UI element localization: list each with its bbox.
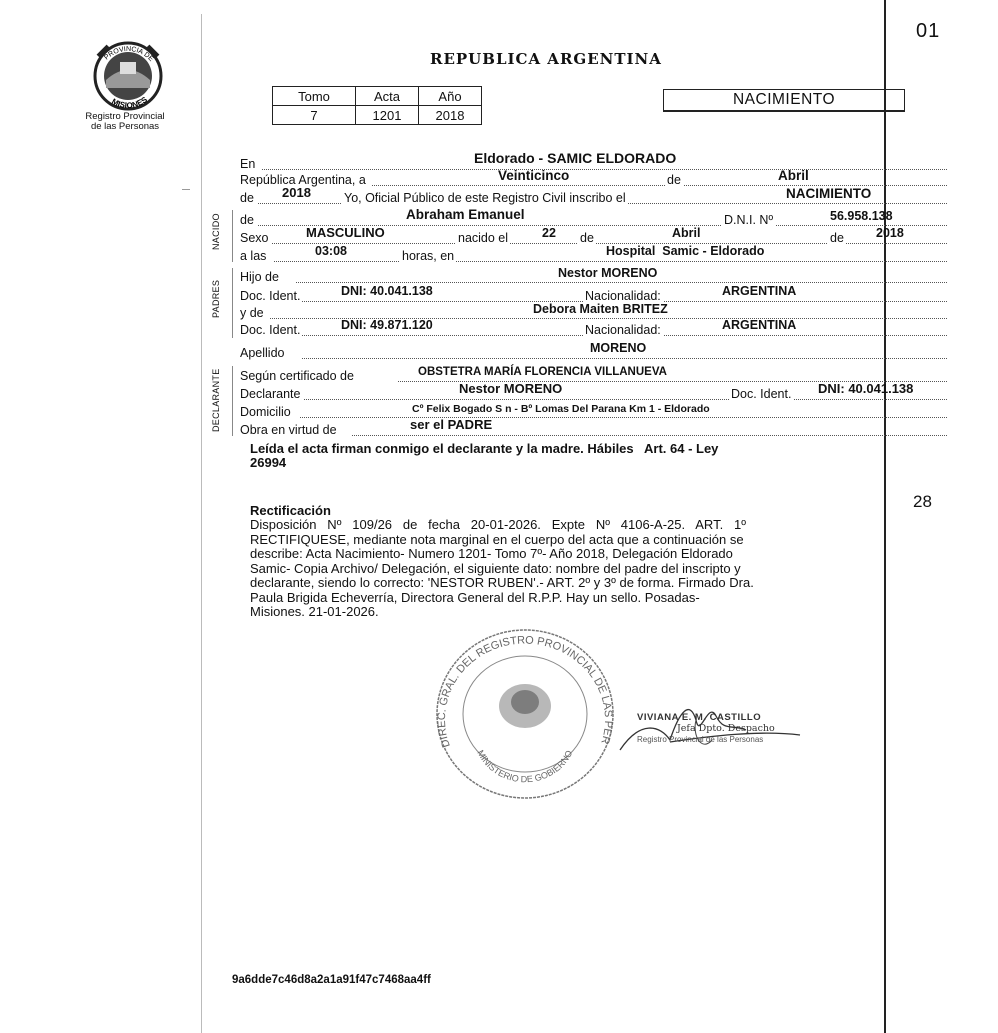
label-apellido: Apellido xyxy=(240,346,285,360)
seal-ring-top-text: PROVINCIA DE xyxy=(103,45,155,63)
value-certificate: OBSTETRA MARÍA FLORENCIA VILLANUEVA xyxy=(418,366,667,378)
signature-role: Jefa Dpto. Despacho xyxy=(677,723,775,734)
value-declarant-name: Nestor MORENO xyxy=(459,381,563,396)
closing-statement xyxy=(250,442,718,470)
value-sex: MASCULINO xyxy=(306,225,385,240)
label-hijo-de: Hijo de xyxy=(240,270,279,284)
label-dni: D.N.I. Nº xyxy=(724,213,774,227)
registry-name-line2: de las Personas xyxy=(90,121,160,132)
closing-line-2: 26994 xyxy=(250,455,287,470)
label-en: En xyxy=(240,157,256,171)
dots-surname xyxy=(302,358,947,359)
record-id-value-row xyxy=(273,106,482,125)
rect-line-2: RECTIFIQUESE, mediante nota marginal en el cuerpo del acta que a continuación se xyxy=(250,531,744,547)
value-by-virtue: ser el PADRE xyxy=(410,417,493,432)
tomo-header: Tomo xyxy=(273,87,356,106)
rectification-heading: Rectificación xyxy=(250,503,331,518)
label-doc-ident-declarant: Doc. Ident. xyxy=(731,387,792,401)
label-sexo: Sexo xyxy=(240,231,269,245)
margin-number: 28 xyxy=(913,492,932,511)
seal-ring-bottom-text: MISIONES xyxy=(110,95,149,111)
label-domicilio: Domicilio xyxy=(240,405,291,419)
value-year: 2018 xyxy=(282,185,311,200)
label-republica: República Argentina, a xyxy=(240,173,366,187)
label-segun-certificado: Según certificado de xyxy=(240,369,354,383)
rectification-body xyxy=(250,518,754,620)
record-type-box xyxy=(663,89,905,112)
value-declarant-doc: DNI: 40.041.138 xyxy=(818,381,914,396)
record-id-header-row xyxy=(273,87,482,106)
value-birth-day: 22 xyxy=(542,226,556,240)
value-act-type: NACIMIENTO xyxy=(786,186,872,201)
dots-father xyxy=(296,282,947,283)
rect-line-7: Misiones. 21-01-2026. xyxy=(250,604,379,619)
value-child-name: Abraham Emanuel xyxy=(406,207,525,222)
label-de-birth-month: de xyxy=(580,231,594,245)
stamp-ring-text: DIREC. GRAL. DEL REGISTRO PROVINCIAL DE LAS PER xyxy=(435,634,615,749)
label-yo: Yo, Oficial Público de este Registro Civil inscribo el xyxy=(344,191,626,205)
value-birth-time: 03:08 xyxy=(315,244,347,258)
rect-line-3: describe: Acta Nacimiento- Numero 1201- Tomo 7º- Año 2018, Delegación Eldorado xyxy=(250,546,733,561)
label-nationality-mother: Nacionalidad: xyxy=(585,323,661,337)
value-address: Cº Felix Bogado S n - Bº Lomas Del Parana Km 1 - Eldorado xyxy=(412,403,710,415)
registry-name-line1: Registro Provincial xyxy=(85,111,165,122)
value-place: Eldorado - SAMIC ELDORADO xyxy=(474,150,677,166)
value-father-nat: ARGENTINA xyxy=(722,284,797,298)
section-declarant-label: DECLARANTE xyxy=(211,368,221,432)
declarant-divider xyxy=(232,366,233,436)
label-de-year: de xyxy=(240,191,254,205)
value-birth-place: Hospital Samic - Eldorado xyxy=(606,244,765,258)
dots-time xyxy=(274,261,947,262)
stamp-inner-text: MINISTERIO DE GOBIERNO xyxy=(475,748,575,785)
ano-value: 2018 xyxy=(419,106,482,125)
signature-block xyxy=(637,712,775,745)
section-born-label: NACIDO xyxy=(211,213,221,250)
parents-divider xyxy=(232,268,233,338)
rect-line-6: Paula Brigida Echeverría, Directora General del R.P.P. Hay un sello. Posadas- xyxy=(250,589,700,605)
value-child-dni: 56.958.138 xyxy=(830,209,893,223)
acta-value: 1201 xyxy=(356,106,419,125)
label-nationality-father: Nacionalidad: xyxy=(585,289,661,303)
label-nacido-el: nacido el xyxy=(458,231,509,245)
scan-mark xyxy=(182,189,190,190)
dots-declarant xyxy=(304,399,947,400)
value-birth-year: 2018 xyxy=(876,226,904,240)
registry-name xyxy=(60,112,190,132)
signature-office: Registro Provincial de las Personas xyxy=(637,735,764,744)
born-divider xyxy=(232,210,233,262)
label-de-birth-year: de xyxy=(830,231,844,245)
svg-text:MINISTERIO DE GOBIERNO xyxy=(475,748,574,784)
label-de-name: de xyxy=(240,213,254,227)
rect-line-4: Samic- Copia Archivo/ Delegación, el siguiente dato: nombre del padre del inscripto y xyxy=(250,560,741,576)
official-stamp xyxy=(430,626,620,801)
dots-en xyxy=(262,169,947,170)
rect-line-5: declarante, siendo lo correcto: 'NESTOR RUBEN'.- ART. 2º y 3º de forma. Firmado Dra. xyxy=(250,575,754,590)
label-doc-ident-father: Doc. Ident. xyxy=(240,289,301,303)
left-margin-line xyxy=(201,14,202,1033)
label-y-de: y de xyxy=(240,306,264,320)
dots-virtue xyxy=(352,435,947,436)
closing-line-1: Leída el acta firman conmigo el declarante y la madre. Hábiles Art. 64 - Ley xyxy=(250,441,719,456)
value-day-text: Veinticinco xyxy=(498,168,570,183)
value-surname: MORENO xyxy=(590,341,647,355)
rect-line-1: Disposición Nº 109/26 de fecha 20-01-2026. Expte Nº 4106-A-25. ART. 1º xyxy=(250,517,746,532)
value-father-name: Nestor MORENO xyxy=(558,266,658,280)
page-number: 01 xyxy=(916,20,941,42)
acta-header: Acta xyxy=(356,87,419,106)
label-declarante: Declarante xyxy=(240,387,301,401)
signature-name: VIVIANA E. M. CASTILLO xyxy=(637,712,762,723)
value-mother-nat: ARGENTINA xyxy=(722,318,797,332)
page-title: REPUBLICA ARGENTINA xyxy=(430,50,662,68)
section-parents-label: PADRES xyxy=(211,279,221,318)
dots-address xyxy=(300,417,947,418)
document-hash: 9a6dde7c46d8a2a1a91f47c7468aa4ff xyxy=(232,974,431,986)
record-id-table xyxy=(272,86,482,125)
tomo-value: 7 xyxy=(273,106,356,125)
value-mother-name: Debora Maiten BRITEZ xyxy=(533,302,668,316)
label-horas-en: horas, en xyxy=(402,249,455,263)
label-doc-ident-mother: Doc. Ident. xyxy=(240,323,301,337)
value-mother-doc: DNI: 49.871.120 xyxy=(341,318,433,332)
label-de-month: de xyxy=(667,173,681,187)
label-a-las: a las xyxy=(240,249,267,263)
label-obra: Obra en virtud de xyxy=(240,423,337,437)
value-birth-month: Abril xyxy=(672,226,701,240)
value-month: Abril xyxy=(778,168,809,183)
right-margin-line xyxy=(884,0,886,1033)
ano-header: Año xyxy=(419,87,482,106)
value-father-doc: DNI: 40.041.138 xyxy=(341,284,433,298)
record-type: NACIMIENTO xyxy=(732,91,836,108)
